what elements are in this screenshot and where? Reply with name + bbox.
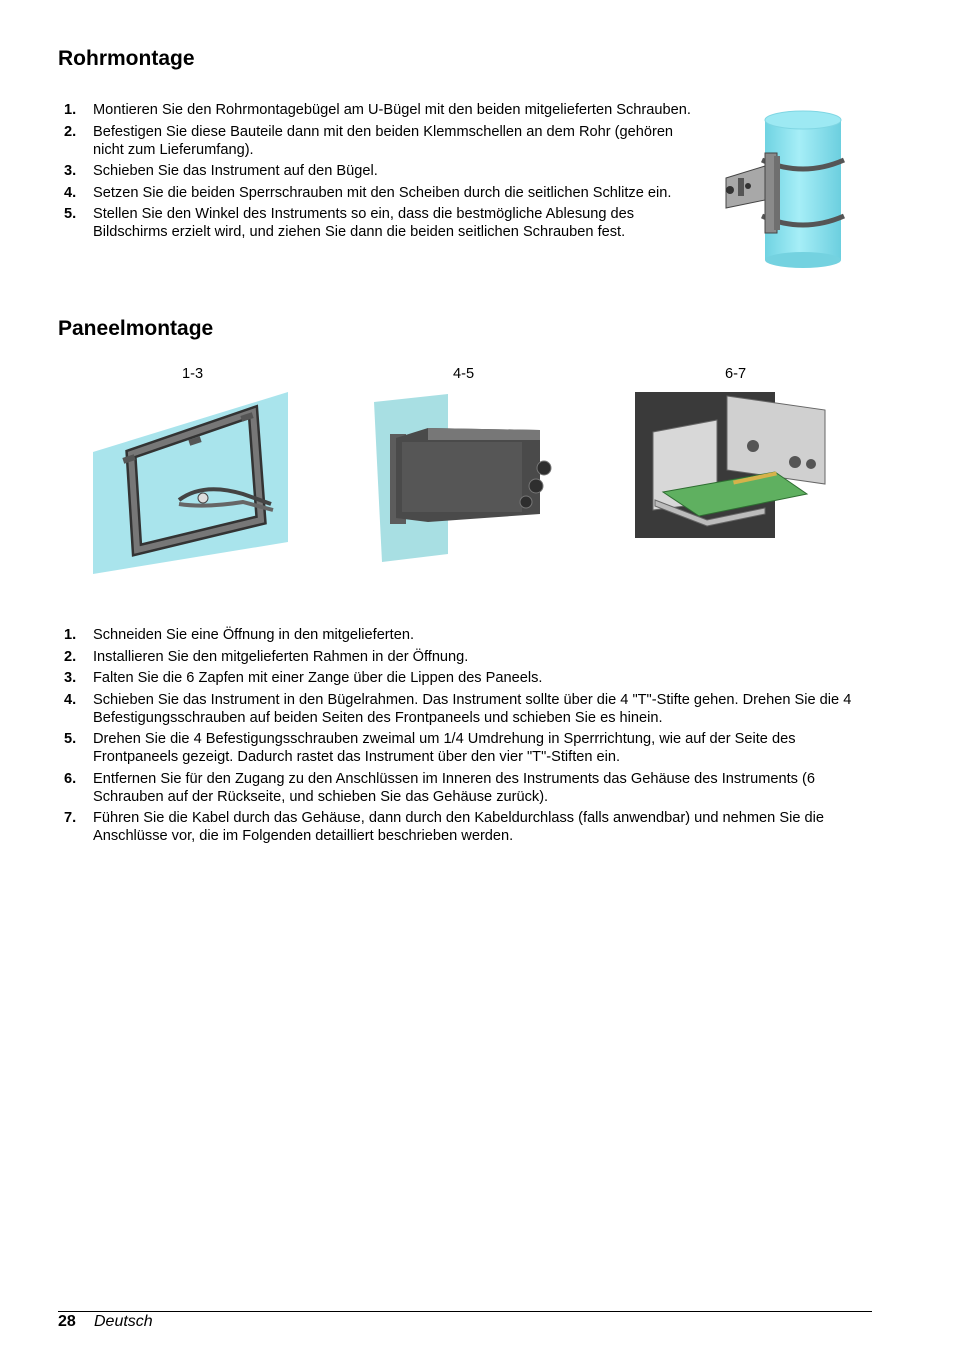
list-item: 3. Schieben Sie das Instrument auf den Bügel. [64,163,378,179]
pipe-mounting-steps [58,101,703,245]
footer-divider [58,1311,872,1312]
list-item: 4. Schieben Sie das Instrument in den Bügelrahmen. Das Instrument sollte über die 4 "T"-Stifte gehen. Drehen Sie die 4 Befestigungsschrauben auf beiden Seiten des Frontpaneels und schieben Sie es hinein. [64,691,852,726]
section-title-panel-mounting: Paneelmontage [58,317,214,340]
pipe-mount-illustration [718,108,858,270]
panel-housing-open-illustration [635,392,827,540]
list-item: 5. Drehen Sie die 4 Befestigungsschrauben zweimal um 1/4 Umdrehung in Sperrrichtung, wie auf der Seite des Frontpaneels gezeigt. Dadurch rastet das Instrument über den vier "T"-Stiften ein. [64,731,796,765]
page-language: Deutsch [94,1313,153,1330]
list-item: 1. Montieren Sie den Rohrmontagebügel am U-Bügel mit den beiden mitgelieferten Schrauben. [64,102,691,118]
figure-label-1: 1-3 [182,366,204,382]
list-item: 2. Befestigen Sie diese Bauteile dann mit den beiden Klemmschellen an dem Rohr (gehören nicht zum Lieferumfang). [64,123,674,158]
figure-label-3: 6-7 [725,366,747,382]
list-item: 5. Stellen Sie den Winkel des Instruments so ein, dass die bestmögliche Ablesung des Bildschirms erzielt wird, und ziehen Sie dann die beiden seitlichen Schrauben fest. [64,206,635,240]
list-item: 4. Setzen Sie die beiden Sperrschrauben mit den Scheiben durch die seitlichen Schlitze ein. [64,184,672,201]
panel-frame-illustration [93,392,288,574]
panel-mounting-steps [58,626,873,849]
page-number: 28 [58,1313,76,1330]
figure-label-2: 4-5 [453,366,475,382]
list-item: 6. Entfernen Sie für den Zugang zu den Anschlüssen im Inneren des Instruments das Gehäuse des Instruments (6 Schrauben auf der Rückseite, und schieben Sie das Gehäuse zurück). [64,770,815,805]
list-item: 2. Installieren Sie den mitgelieferten Rahmen in der Öffnung. [64,648,469,665]
panel-instrument-illustration [372,394,554,562]
list-item: 3. Falten Sie die 6 Zapfen mit einer Zange über die Lippen des Paneels. [64,670,543,686]
list-item: 1. Schneiden Sie eine Öffnung in den mitgelieferten. [64,627,415,643]
section-title-pipe-mounting: Rohrmontage [58,47,195,70]
list-item: 7. Führen Sie die Kabel durch das Gehäuse, dann durch den Kabeldurchlass (falls anwendbar) und nehmen Sie die Anschlüsse vor, die im Folgenden detailliert beschrieben werden. [64,810,824,844]
